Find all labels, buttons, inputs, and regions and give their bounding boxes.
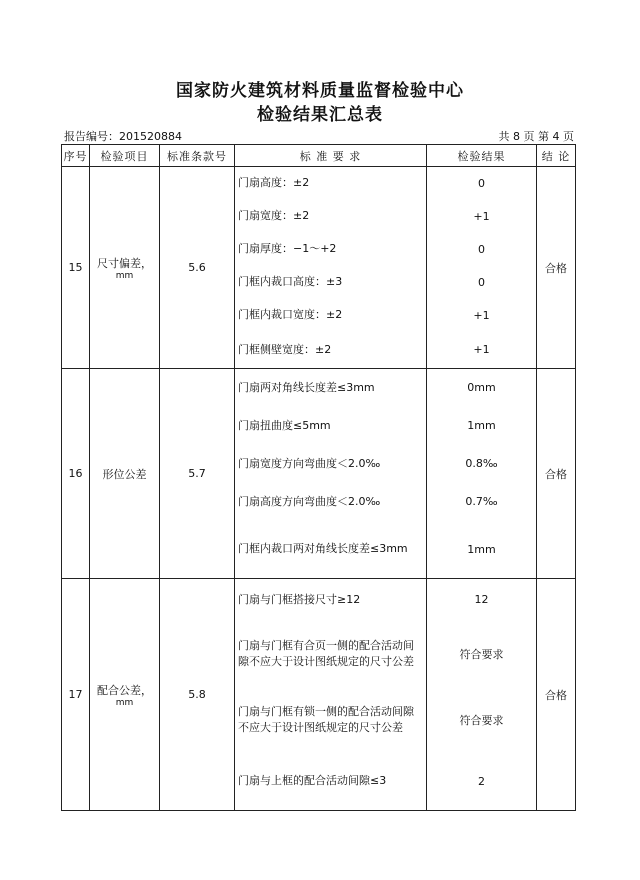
result-cell: 0 (427, 233, 537, 266)
requirement-cell: 门扇宽度方向弯曲度＜2.0‰ (235, 445, 427, 483)
row-conclusion: 合格 (537, 579, 576, 811)
row-item: 形位公差 (90, 369, 160, 579)
requirement-cell: 门框内裁口宽度：±2 (235, 299, 427, 332)
row-clause: 5.8 (160, 579, 235, 811)
requirement-cell: 门框侧壁宽度：±2 (235, 332, 427, 369)
document-subtitle: 检验结果汇总表 (257, 105, 383, 125)
report-number: 报告编号：201520884 (64, 130, 182, 143)
table-row (62, 167, 576, 200)
requirement-cell: 门扇宽度：±2 (235, 200, 427, 233)
result-cell: 0.8‰ (427, 445, 537, 483)
document-title: 国家防火建筑材料质量监督检验中心 (176, 81, 464, 101)
result-cell: +1 (427, 332, 537, 369)
row-item: 配合公差， mm (90, 579, 160, 811)
row-no: 17 (62, 579, 90, 811)
requirement-cell: 门框内裁口两对角线长度差≤3mm (235, 521, 427, 579)
row-no: 16 (62, 369, 90, 579)
header-conclusion: 结 论 (537, 145, 576, 167)
requirement-cell: 门扇高度：±2 (235, 167, 427, 200)
requirement-cell: 门扇厚度：−1～+2 (235, 233, 427, 266)
row-item: 尺寸偏差， mm (90, 167, 160, 369)
table-header-row (62, 145, 576, 167)
requirement-cell: 门框内裁口高度：±3 (235, 266, 427, 299)
result-cell: 符合要求 (427, 621, 537, 687)
requirement-cell: 门扇两对角线长度差≤3mm (235, 369, 427, 407)
row-clause: 5.7 (160, 369, 235, 579)
result-cell: 12 (427, 579, 537, 621)
results-table (61, 144, 576, 811)
requirement-cell: 门扇高度方向弯曲度＜2.0‰ (235, 483, 427, 521)
row-clause: 5.6 (160, 167, 235, 369)
row-no: 15 (62, 167, 90, 369)
page-info: 共 8 页 第 4 页 (498, 130, 574, 143)
table-row (62, 579, 576, 621)
result-cell: +1 (427, 200, 537, 233)
result-cell: 0 (427, 167, 537, 200)
requirement-cell: 门扇与上框的配合活动间隙≤3 (235, 753, 427, 811)
row-conclusion: 合格 (537, 167, 576, 369)
requirement-cell: 门扇与门框搭接尺寸≥12 (235, 579, 427, 621)
result-cell: 0mm (427, 369, 537, 407)
header-no: 序号 (62, 145, 90, 167)
requirement-cell: 门扇扭曲度≤5mm (235, 407, 427, 445)
header-result: 检验结果 (427, 145, 537, 167)
result-cell: 1mm (427, 407, 537, 445)
result-cell: +1 (427, 299, 537, 332)
requirement-cell: 门扇与门框有合页一侧的配合活动间隙不应大于设计图纸规定的尺寸公差 (235, 621, 427, 687)
result-cell: 0.7‰ (427, 483, 537, 521)
result-cell: 符合要求 (427, 687, 537, 753)
header-item: 检验项目 (90, 145, 160, 167)
header-requirement: 标 准 要 求 (235, 145, 427, 167)
table-row (62, 369, 576, 407)
result-cell: 1mm (427, 521, 537, 579)
result-cell: 0 (427, 266, 537, 299)
row-conclusion: 合格 (537, 369, 576, 579)
result-cell: 2 (427, 753, 537, 811)
requirement-cell: 门扇与门框有锁一侧的配合活动间隙不应大于设计图纸规定的尺寸公差 (235, 687, 427, 753)
header-clause: 标准条款号 (160, 145, 235, 167)
